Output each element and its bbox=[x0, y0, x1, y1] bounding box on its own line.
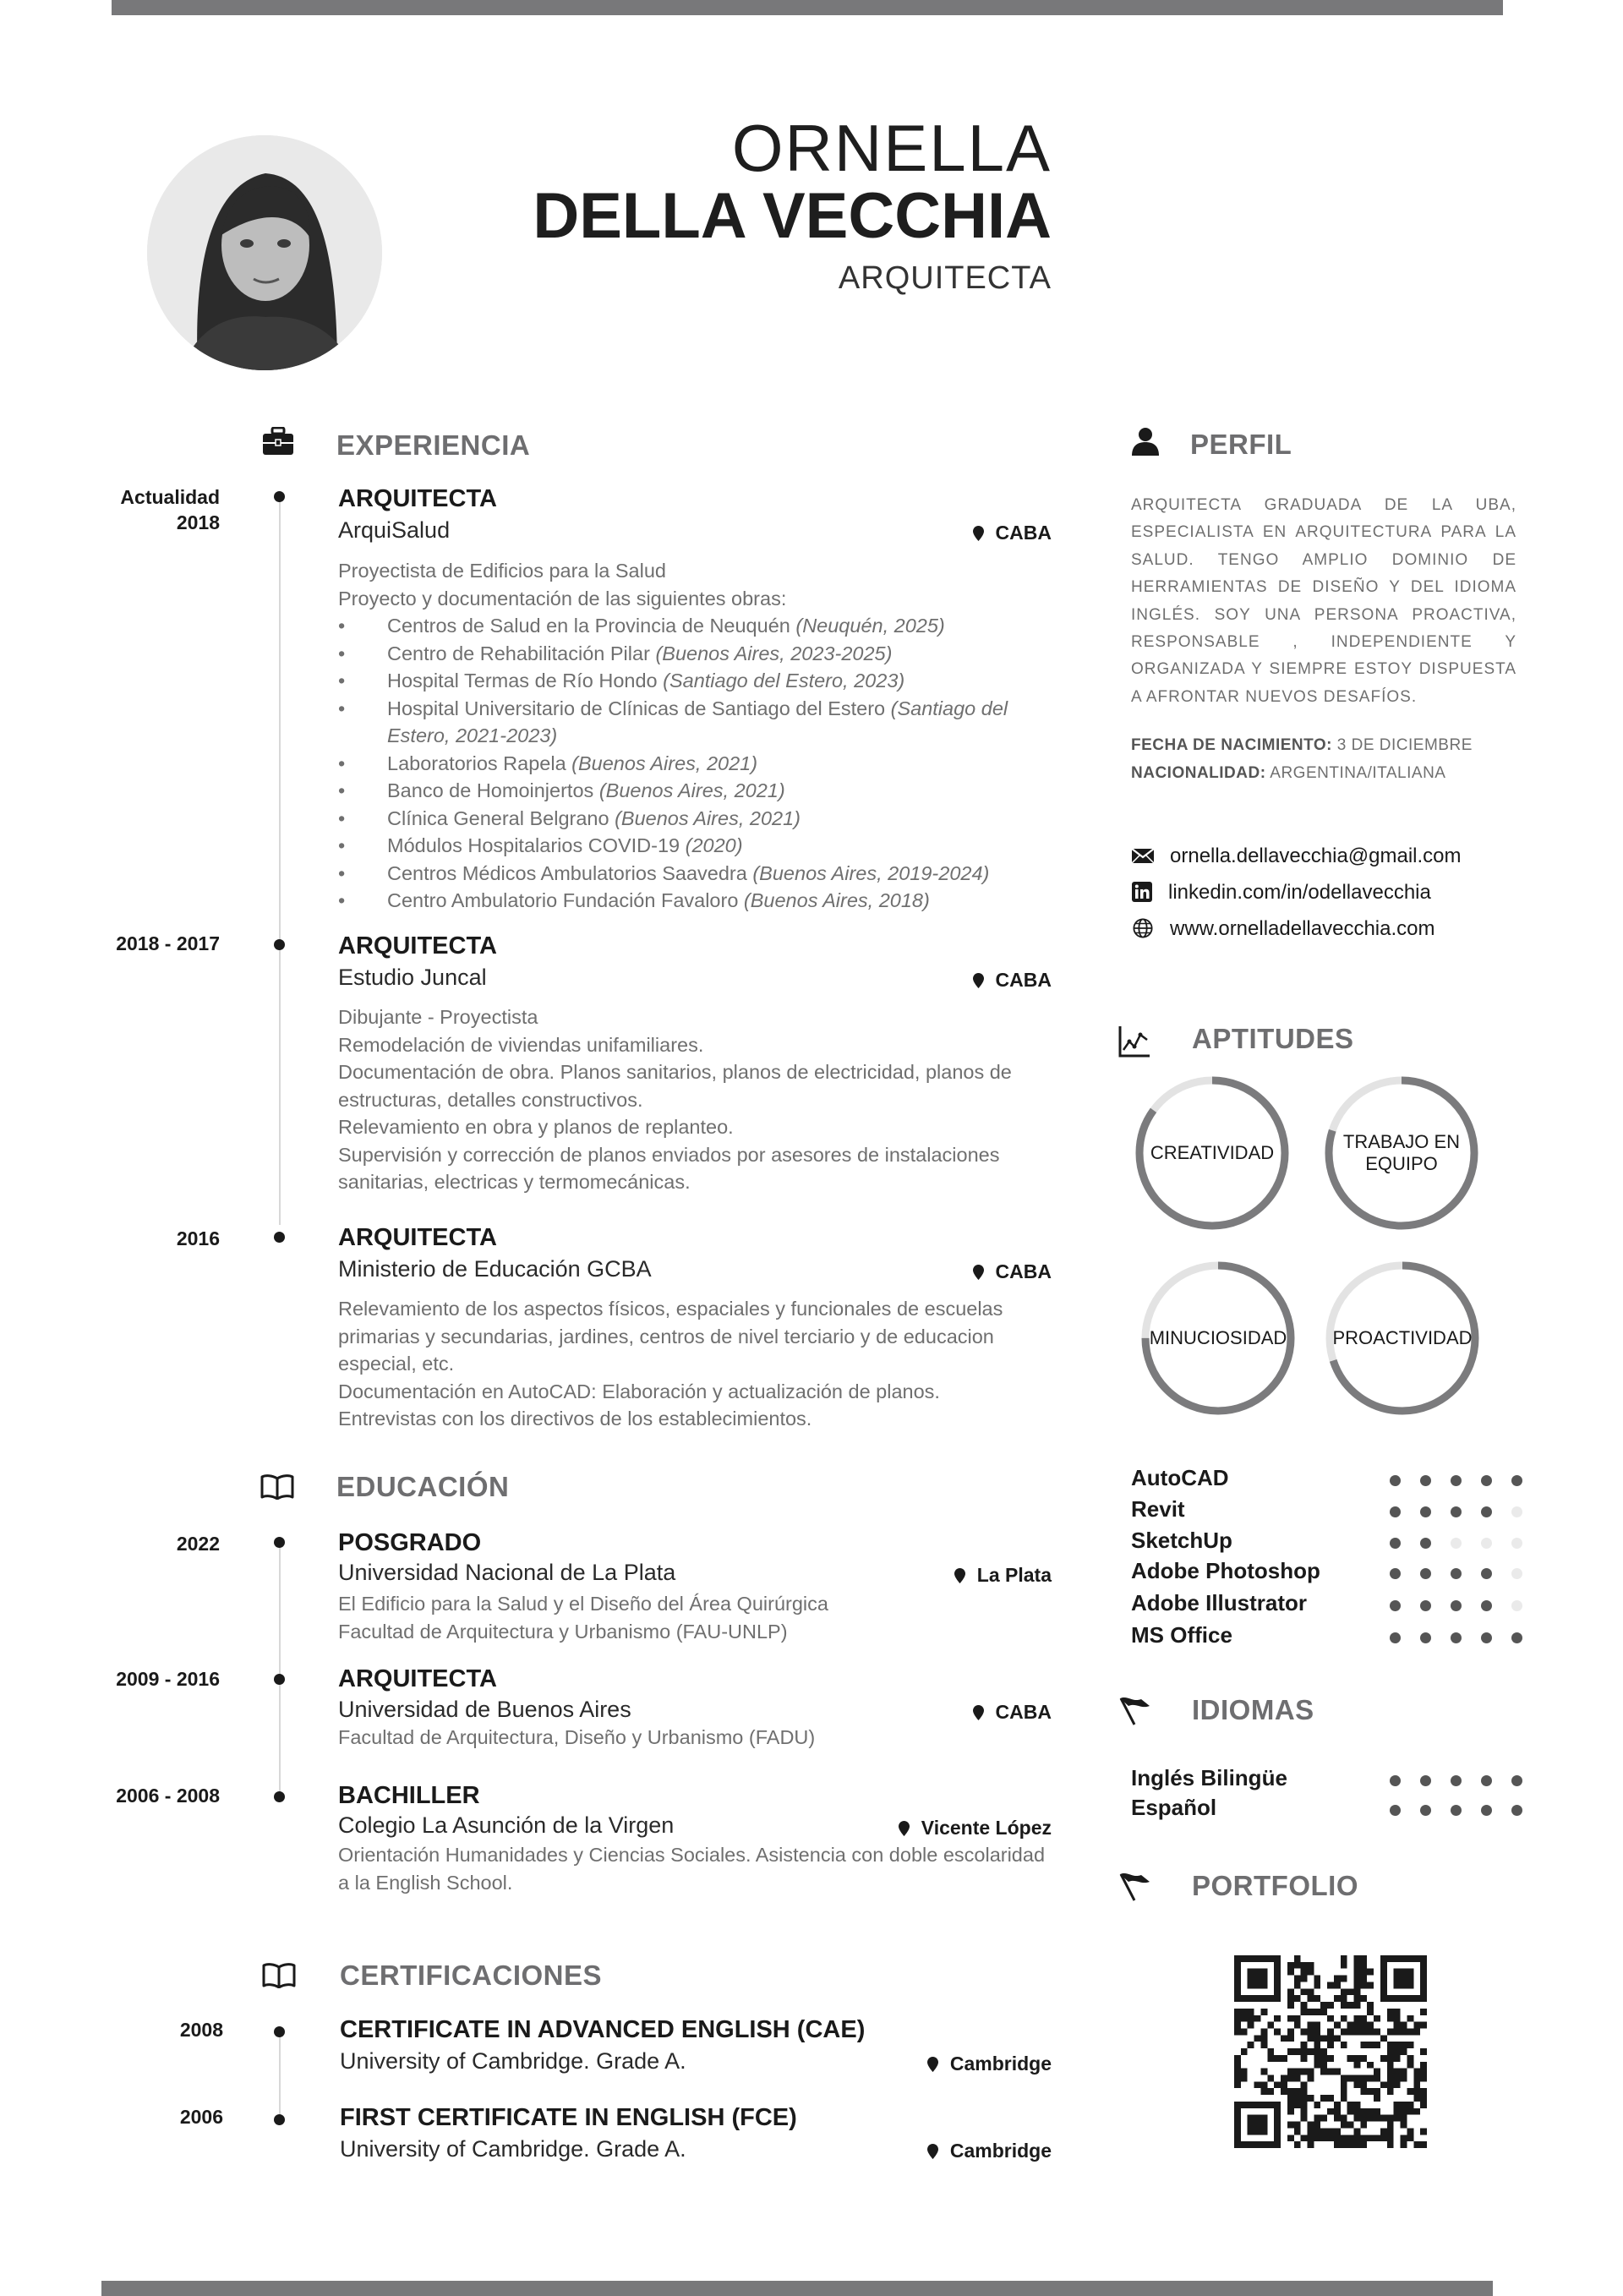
level-dot bbox=[1420, 1600, 1431, 1611]
list-item: • Centro de Rehabilitación Pilar (Buenos Aires, 2023-2025) bbox=[338, 640, 1057, 668]
aptitude-label: PROACTIVIDAD bbox=[1332, 1327, 1473, 1348]
level-dot bbox=[1451, 1632, 1462, 1643]
level-dot bbox=[1511, 1506, 1522, 1517]
level-dot bbox=[1481, 1538, 1492, 1549]
date-line: 2018 bbox=[176, 511, 220, 533]
flag-icon bbox=[1118, 1872, 1151, 1902]
skill-level-dots bbox=[1390, 1538, 1522, 1550]
experience-heading: EXPERIENCIA bbox=[336, 429, 531, 461]
timeline-dot bbox=[274, 1791, 285, 1802]
first-name: ORNELLA bbox=[731, 111, 1052, 185]
certification-title: FIRST CERTIFICATE IN ENGLISH (FCE) bbox=[340, 2104, 797, 2131]
level-dot bbox=[1451, 1506, 1462, 1517]
works-list bbox=[338, 612, 1057, 915]
education-date: 2022 bbox=[176, 1533, 220, 1555]
level-dot bbox=[1481, 1475, 1492, 1486]
certifications-timeline bbox=[279, 2027, 281, 2120]
timeline-dot bbox=[274, 491, 285, 502]
education-title: POSGRADO bbox=[338, 1529, 482, 1556]
description-line: Proyectista de Edificios para la Salud bbox=[338, 560, 666, 582]
level-dot bbox=[1390, 1775, 1401, 1786]
contact-website[interactable] bbox=[1131, 917, 1434, 941]
certification-org: University of Cambridge. Grade A. bbox=[340, 2136, 686, 2162]
list-item: • Clínica General Belgrano (Buenos Aires, 2021) bbox=[338, 805, 1057, 833]
level-dot bbox=[1511, 1538, 1522, 1549]
education-date: 2006 - 2008 bbox=[116, 1785, 220, 1807]
aptitude-ring bbox=[1325, 1076, 1478, 1230]
education-description: El Edificio para la Salud y el Diseño del Área Quirúrgica Facultad de Arquitectura y Urbanismo (FAU-UNLP) bbox=[338, 1593, 828, 1643]
user-icon bbox=[1131, 427, 1160, 456]
level-dot bbox=[1481, 1632, 1492, 1643]
bottom-decorative-bar bbox=[101, 2281, 1493, 2296]
certification-date: 2006 bbox=[179, 2106, 223, 2128]
level-dot bbox=[1420, 1805, 1431, 1816]
education-description: Facultad de Arquitectura, Diseño y Urbanismo (FADU) bbox=[338, 1726, 816, 1748]
skills-heading: APTITUDES bbox=[1192, 1023, 1354, 1054]
location-pin-icon bbox=[927, 2144, 938, 2159]
level-dot bbox=[1511, 1775, 1522, 1786]
level-dot bbox=[1511, 1600, 1522, 1611]
profile-heading: PERFIL bbox=[1190, 429, 1292, 460]
level-dot bbox=[1451, 1600, 1462, 1611]
skill-level-dots bbox=[1390, 1475, 1522, 1487]
linkedin-text[interactable]: linkedin.com/in/odellavecchia bbox=[1168, 881, 1431, 904]
certification-date: 2008 bbox=[179, 2019, 223, 2041]
software-name: AutoCAD bbox=[1131, 1465, 1229, 1490]
birth-date bbox=[1131, 736, 1473, 755]
level-dot bbox=[1390, 1632, 1401, 1643]
language-name: Español bbox=[1131, 1795, 1217, 1820]
experience-date bbox=[51, 484, 220, 535]
experience-date: 2018 - 2017 bbox=[116, 932, 220, 954]
list-item: • Hospital Termas de Río Hondo (Santiago del Estero, 2023) bbox=[338, 667, 1057, 695]
level-dot bbox=[1451, 1568, 1462, 1579]
level-dot bbox=[1390, 1538, 1401, 1549]
list-item: • Centros Médicos Ambulatorios Saavedra (Buenos Aires, 2019-2024) bbox=[338, 860, 1057, 888]
experience-title: ARQUITECTA bbox=[338, 932, 497, 959]
aptitude-ring bbox=[1141, 1261, 1295, 1415]
experience-title: ARQUITECTA bbox=[338, 485, 497, 512]
open-book-icon bbox=[262, 1963, 296, 1988]
level-dot bbox=[1511, 1805, 1522, 1816]
level-dot bbox=[1420, 1632, 1431, 1643]
software-name: Revit bbox=[1131, 1496, 1185, 1522]
education-heading: EDUCACIÓN bbox=[336, 1471, 510, 1502]
timeline-dot bbox=[274, 1674, 285, 1685]
skill-level-dots bbox=[1390, 1632, 1522, 1644]
level-dot bbox=[1420, 1775, 1431, 1786]
language-name: Inglés Bilingüe bbox=[1131, 1765, 1287, 1790]
aptitude-ring bbox=[1325, 1261, 1479, 1415]
education-timeline bbox=[279, 1544, 281, 1797]
location-text: CABA bbox=[995, 1701, 1052, 1723]
location-text: Cambridge bbox=[949, 2140, 1052, 2162]
flag-icon bbox=[1118, 1696, 1151, 1726]
globe-icon bbox=[1131, 918, 1155, 938]
portfolio-heading: PORTFOLIO bbox=[1192, 1870, 1358, 1901]
location-text: CABA bbox=[995, 522, 1052, 544]
experience-org: ArquiSalud bbox=[338, 517, 451, 543]
level-dot bbox=[1390, 1600, 1401, 1611]
education-location bbox=[954, 1564, 1052, 1587]
experience-org: Estudio Juncal bbox=[338, 965, 487, 990]
linkedin-icon bbox=[1131, 882, 1153, 902]
software-name: SketchUp bbox=[1131, 1528, 1232, 1553]
location-pin-icon bbox=[973, 1265, 984, 1280]
level-dot bbox=[1451, 1805, 1462, 1816]
location-text: CABA bbox=[995, 1260, 1052, 1282]
email-text[interactable]: ornella.dellavecchia@gmail.com bbox=[1170, 845, 1462, 867]
skill-level-dots bbox=[1390, 1506, 1522, 1518]
experience-description bbox=[338, 557, 1057, 612]
level-dot bbox=[1390, 1805, 1401, 1816]
line-chart-icon bbox=[1118, 1025, 1151, 1058]
top-decorative-bar bbox=[112, 0, 1503, 15]
education-description: Orientación Humanidades y Ciencias Sociales. Asistencia con doble escolaridad a la English School. bbox=[338, 1844, 1046, 1894]
list-item: • Laboratorios Rapela (Buenos Aires, 2021) bbox=[338, 750, 1057, 778]
education-date: 2009 - 2016 bbox=[116, 1668, 220, 1690]
certification-location bbox=[927, 2053, 1052, 2075]
job-title: ARQUITECTA bbox=[838, 260, 1052, 296]
language-level-dots bbox=[1390, 1775, 1522, 1787]
level-dot bbox=[1481, 1805, 1492, 1816]
date-line: Actualidad bbox=[120, 486, 220, 508]
education-org: Universidad Nacional de La Plata bbox=[338, 1560, 676, 1585]
list-item: • Centros de Salud en la Provincia de Neuquén (Neuquén, 2025) bbox=[338, 612, 1057, 640]
experience-title: ARQUITECTA bbox=[338, 1224, 497, 1251]
location-pin-icon bbox=[899, 1821, 910, 1836]
last-name: DELLA VECCHIA bbox=[533, 180, 1052, 252]
aptitude-label: CREATIVIDAD bbox=[1150, 1142, 1275, 1163]
list-item: • Banco de Homoinjertos (Buenos Aires, 2021) bbox=[338, 777, 1057, 805]
envelope-icon bbox=[1131, 845, 1155, 866]
experience-description: Relevamiento de los aspectos físicos, espaciales y funcionales de escuelas primarias y secundarias, jardines, centros de nivel terciario y de educacion especial, etc. Documentación en AutoCAD: Elaboración y actualización de planos. Entrevistas con los directivos de los establecimientos. bbox=[338, 1298, 1003, 1430]
location-text: CABA bbox=[995, 969, 1052, 991]
briefcase-icon bbox=[262, 427, 294, 456]
list-item: • Hospital Universitario de Clínicas de Santiago del Estero (Santiago del Estero, 2021-2023) bbox=[338, 695, 1057, 750]
software-name: Adobe Illustrator bbox=[1131, 1590, 1308, 1615]
skill-level-dots bbox=[1390, 1568, 1522, 1580]
nationality-value: ARGENTINA/ITALIANA bbox=[1265, 764, 1446, 782]
timeline-dot bbox=[274, 939, 285, 950]
location-pin-icon bbox=[973, 973, 984, 988]
language-level-dots bbox=[1390, 1805, 1522, 1817]
certifications-heading: CERTIFICACIONES bbox=[340, 1960, 603, 1991]
birth-date-value: 3 DE DICIEMBRE bbox=[1332, 736, 1473, 754]
education-org: Colegio La Asunción de la Virgen bbox=[338, 1812, 675, 1838]
nationality-label: NACIONALIDAD: bbox=[1131, 764, 1266, 782]
contact-linkedin[interactable] bbox=[1131, 881, 1431, 905]
level-dot bbox=[1481, 1568, 1492, 1579]
level-dot bbox=[1481, 1775, 1492, 1786]
portfolio-qr-code[interactable] bbox=[1234, 1955, 1427, 2148]
education-location bbox=[973, 1701, 1052, 1724]
experience-timeline bbox=[279, 496, 281, 1225]
level-dot bbox=[1451, 1775, 1462, 1786]
level-dot bbox=[1511, 1568, 1522, 1579]
birth-date-label: FECHA DE NACIMIENTO: bbox=[1131, 736, 1332, 754]
level-dot bbox=[1511, 1475, 1522, 1486]
timeline-dot bbox=[274, 1232, 285, 1243]
nationality bbox=[1131, 764, 1445, 783]
level-dot bbox=[1481, 1506, 1492, 1517]
certification-location bbox=[927, 2140, 1052, 2162]
aptitude-label: MINUCIOSIDAD bbox=[1149, 1327, 1287, 1348]
education-org: Universidad de Buenos Aires bbox=[338, 1697, 631, 1722]
education-title: BACHILLER bbox=[338, 1782, 480, 1809]
profile-photo bbox=[147, 135, 382, 370]
timeline-dot bbox=[274, 2026, 285, 2037]
profile-summary: ARQUITECTA GRADUADA DE LA UBA, ESPECIALISTA EN ARQUITECTURA PARA LA SALUD. TENGO AMPLIO DOMINIO DE HERRAMIENTAS DE DISEÑO Y DEL IDIOMA INGLÉS. SOY UNA PERSONA PROACTIVA, RESPONSABLE , INDEPENDIENTE Y ORGANIZADA Y SIEMPRE ESTOY DISPUESTA A AFRONTAR NUEVOS DESAFÍOS. bbox=[1131, 496, 1516, 706]
level-dot bbox=[1390, 1568, 1401, 1579]
experience-location bbox=[973, 1260, 1052, 1283]
experience-org: Ministerio de Educación GCBA bbox=[338, 1256, 652, 1282]
experience-date: 2016 bbox=[176, 1227, 220, 1249]
software-name: Adobe Photoshop bbox=[1131, 1558, 1320, 1583]
location-pin-icon bbox=[973, 1705, 984, 1720]
certification-title: CERTIFICATE IN ADVANCED ENGLISH (CAE) bbox=[340, 2016, 866, 2043]
certification-org: University of Cambridge. Grade A. bbox=[340, 2048, 686, 2074]
experience-description: Dibujante - Proyectista Remodelación de viviendas unifamiliares. Documentación de obra. Planos sanitarios, planos de electricidad, planos de estructuras, detalles constructivos. Relevamiento en obra y planos de replanteo. Supervisión y corrección de planos enviados por asesores de instalaciones sanitarias, electricas y termomecánicas. bbox=[338, 1006, 1012, 1193]
level-dot bbox=[1481, 1600, 1492, 1611]
location-text: Cambridge bbox=[949, 2053, 1052, 2075]
level-dot bbox=[1390, 1506, 1401, 1517]
aptitude-label: TRABAJO EN EQUIPO bbox=[1342, 1131, 1461, 1174]
languages-heading: IDIOMAS bbox=[1192, 1694, 1314, 1725]
experience-location bbox=[973, 522, 1052, 544]
level-dot bbox=[1451, 1475, 1462, 1486]
level-dot bbox=[1420, 1568, 1431, 1579]
education-location bbox=[899, 1817, 1052, 1840]
level-dot bbox=[1451, 1538, 1462, 1549]
description-line: Proyecto y documentación de las siguientes obras: bbox=[338, 587, 787, 610]
aptitude-ring bbox=[1135, 1076, 1289, 1230]
experience-location bbox=[973, 969, 1052, 992]
level-dot bbox=[1420, 1475, 1431, 1486]
education-title: ARQUITECTA bbox=[338, 1665, 497, 1692]
list-item: • Centro Ambulatorio Fundación Favaloro (Buenos Aires, 2018) bbox=[338, 887, 1057, 915]
contact-email[interactable] bbox=[1131, 845, 1462, 868]
location-pin-icon bbox=[927, 2057, 938, 2072]
timeline-dot bbox=[274, 2114, 285, 2125]
skill-level-dots bbox=[1390, 1600, 1522, 1612]
list-item: • Módulos Hospitalarios COVID-19 (2020) bbox=[338, 832, 1057, 860]
location-pin-icon bbox=[973, 526, 984, 541]
location-text: La Plata bbox=[976, 1564, 1052, 1586]
timeline-dot bbox=[274, 1537, 285, 1548]
level-dot bbox=[1511, 1632, 1522, 1643]
level-dot bbox=[1420, 1538, 1431, 1549]
location-text: Vicente López bbox=[921, 1817, 1052, 1839]
website-text[interactable]: www.ornelladellavecchia.com bbox=[1170, 917, 1435, 940]
level-dot bbox=[1420, 1506, 1431, 1517]
location-pin-icon bbox=[954, 1568, 965, 1583]
software-name: MS Office bbox=[1131, 1622, 1232, 1648]
open-book-icon bbox=[260, 1474, 294, 1500]
level-dot bbox=[1390, 1475, 1401, 1486]
